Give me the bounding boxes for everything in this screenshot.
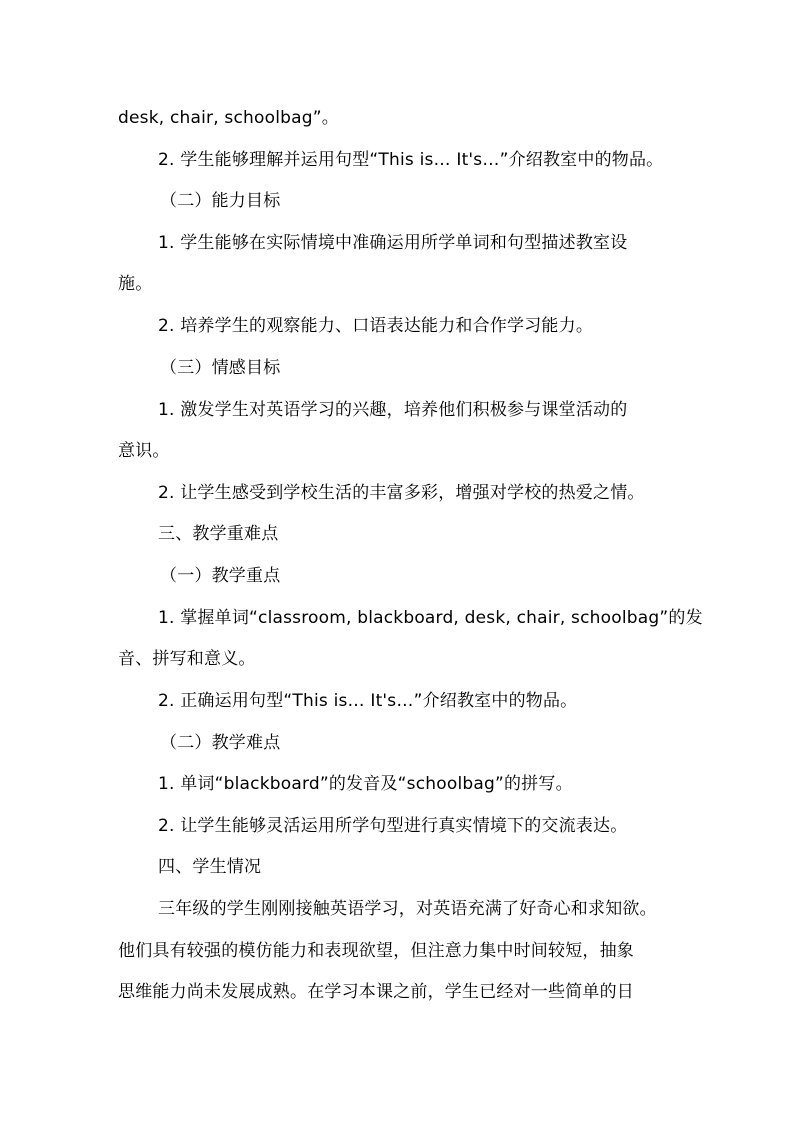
section-heading: 三、教学重难点 (158, 524, 279, 544)
text-line: 他们具有较强的模仿能力和表现欲望，但注意力集中时间较短，抽象 (118, 941, 634, 961)
text-line: 1. 单词“blackboard”的发音及“schoolbag”的拼写。 (158, 774, 573, 794)
text-line: 2. 培养学生的观察能力、口语表达能力和合作学习能力。 (158, 316, 594, 336)
text-line: 2. 让学生感受到学校生活的丰富多彩，增强对学校的热爱之情。 (158, 483, 645, 503)
section-heading: 四、学生情况 (158, 857, 262, 877)
text-line: 1. 激发学生对英语学习的兴趣，培养他们积极参与课堂活动的 (158, 400, 628, 420)
text-line: 施。 (118, 274, 153, 294)
section-heading: （二）能力目标 (160, 191, 281, 211)
text-line: 1. 掌握单词“classroom, blackboard, desk, chair, schoolbag”的发 (158, 608, 703, 628)
text-line: 2. 让学生能够灵活运用所学句型进行真实情境下的交流表达。 (158, 816, 628, 836)
text-line: 三年级的学生刚刚接触英语学习，对英语充满了好奇心和求知欲。 (158, 899, 657, 919)
text-line: 意识。 (118, 441, 170, 461)
text-line: 1. 学生能够在实际情境中准确运用所学单词和句型描述教室设 (158, 233, 628, 253)
text-line: 2. 正确运用句型“This is… It's…”介绍教室中的物品。 (158, 691, 578, 711)
section-heading: （二）教学难点 (160, 733, 281, 753)
text-line: 音、拼写和意义。 (118, 649, 256, 669)
section-heading: （一）教学重点 (160, 566, 281, 586)
text-line: 思维能力尚未发展成熟。在学习本课之前，学生已经对一些简单的日 (118, 982, 634, 1002)
section-heading: （三）情感目标 (160, 358, 281, 378)
text-line: desk, chair, schoolbag”。 (118, 108, 339, 128)
text-line: 2. 学生能够理解并运用句型“This is… It's…”介绍教室中的物品。 (158, 150, 664, 170)
